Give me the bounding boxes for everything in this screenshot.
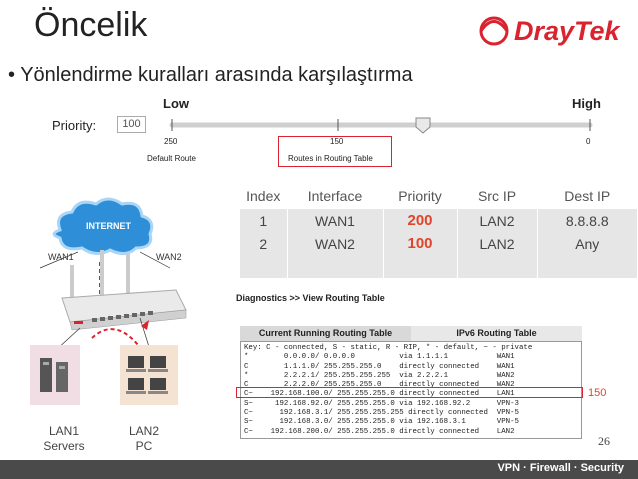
lan1-label-line1: LAN1 [48,424,80,438]
svg-text:DrayTek: DrayTek [514,16,620,46]
tick-150: 150 [330,137,344,146]
routing-line: S~ 192.168.92.0/ 255.255.255.0 via 192.168.92.2 VPN-3 [244,399,519,408]
page-number: 26 [598,434,610,448]
priority-table [240,183,637,278]
lan2-pcs-icon [120,345,178,405]
bullet-text: • Yönlendirme kuralları arasında karşılaştırma [8,64,413,86]
routing-highlight-box [236,387,583,398]
table-cell: WAN1 [287,209,383,232]
routing-line: Key: C - connected, S - static, R - RIP, * - default, ~ - private [244,344,533,352]
lan1-servers-icon [30,345,80,405]
wan1-label: WAN1 [48,252,74,262]
table-cell: WAN2 [287,232,383,255]
tick-label-routes: Routes in Routing Table [288,154,373,163]
priority-slider[interactable] [150,108,600,138]
col-header: Interface [287,183,383,209]
col-header: Priority [383,183,457,209]
table-cell: 8.8.8.8 [537,209,637,232]
table-row-empty [240,255,637,278]
table-cell: 1 [259,212,268,229]
routing-line: S~ 192.168.3.0/ 255.255.255.0 via 192.168.3.1 VPN-5 [244,418,519,427]
lan2-label-line1: LAN2 [128,424,160,438]
col-header: Index [246,188,281,204]
internet-label: INTERNET [86,221,131,231]
lan1-label [34,424,94,454]
routing-line: * 2.2.2.1/ 255.255.255.255 via 2.2.2.1 WAN2 [244,371,515,380]
table-cell-priority: 100 [383,232,457,255]
table-cell: 2 [259,235,268,252]
lan2-label-line2: PC [135,439,153,453]
table-row [240,232,637,255]
routing-line: C~ 192.168.3.1/ 255.255.255.255 directly connected VPN-5 [244,409,519,418]
routing-line: C~ 192.168.200.0/ 255.255.255.0 directly connected LAN2 [244,427,515,436]
routes-highlight-box [278,136,392,167]
scale-low-label: Low [163,96,189,111]
diagnostics-heading: Diagnostics >> View Routing Table [236,293,385,303]
table-cell-priority: 200 [383,209,457,232]
routing-line: C~ 192.168.100.0/ 255.255.255.0 directly connected LAN1 [244,390,515,399]
tick-250: 250 [164,137,178,146]
priority-input[interactable]: 100 [117,116,146,133]
slide-title: Öncelik [34,6,148,44]
slider-thumb [416,118,430,133]
scale-high-label: High [572,96,601,111]
col-header: Src IP [457,183,537,209]
tick-label-default-route: Default Route [147,154,196,163]
tick-0: 0 [586,137,591,146]
lan1-label-line2: Servers [43,439,85,453]
bullet-label: Yönlendirme kuralları arasında karşılaştırma [20,64,413,86]
highlight-priority-label: 150 [588,387,607,399]
table-row [240,209,637,232]
table-header-row [240,183,637,209]
table-cell: LAN2 [457,232,537,255]
draytek-logo [476,8,630,54]
priority-label: Priority: [52,118,97,133]
tab-ipv6-routing-table[interactable]: IPv6 Routing Table [411,326,582,341]
table-cell: LAN2 [457,209,537,232]
tab-current-routing-table[interactable]: Current Running Routing Table [258,328,393,338]
table-cell: Any [537,232,637,255]
router-icon [62,250,186,330]
routing-line: * 0.0.0.0/ 0.0.0.0 via 1.1.1.1 WAN1 [244,353,515,362]
routing-line: C 1.1.1.0/ 255.255.255.0 directly connected WAN1 [244,362,515,371]
wan2-label: WAN2 [156,252,182,262]
col-header: Dest IP [537,183,637,209]
footer-text: VPN · Firewall · Security [497,462,624,474]
lan2-label [114,424,174,454]
routing-line: C 2.2.2.0/ 255.255.255.0 directly connected WAN2 [244,381,515,390]
